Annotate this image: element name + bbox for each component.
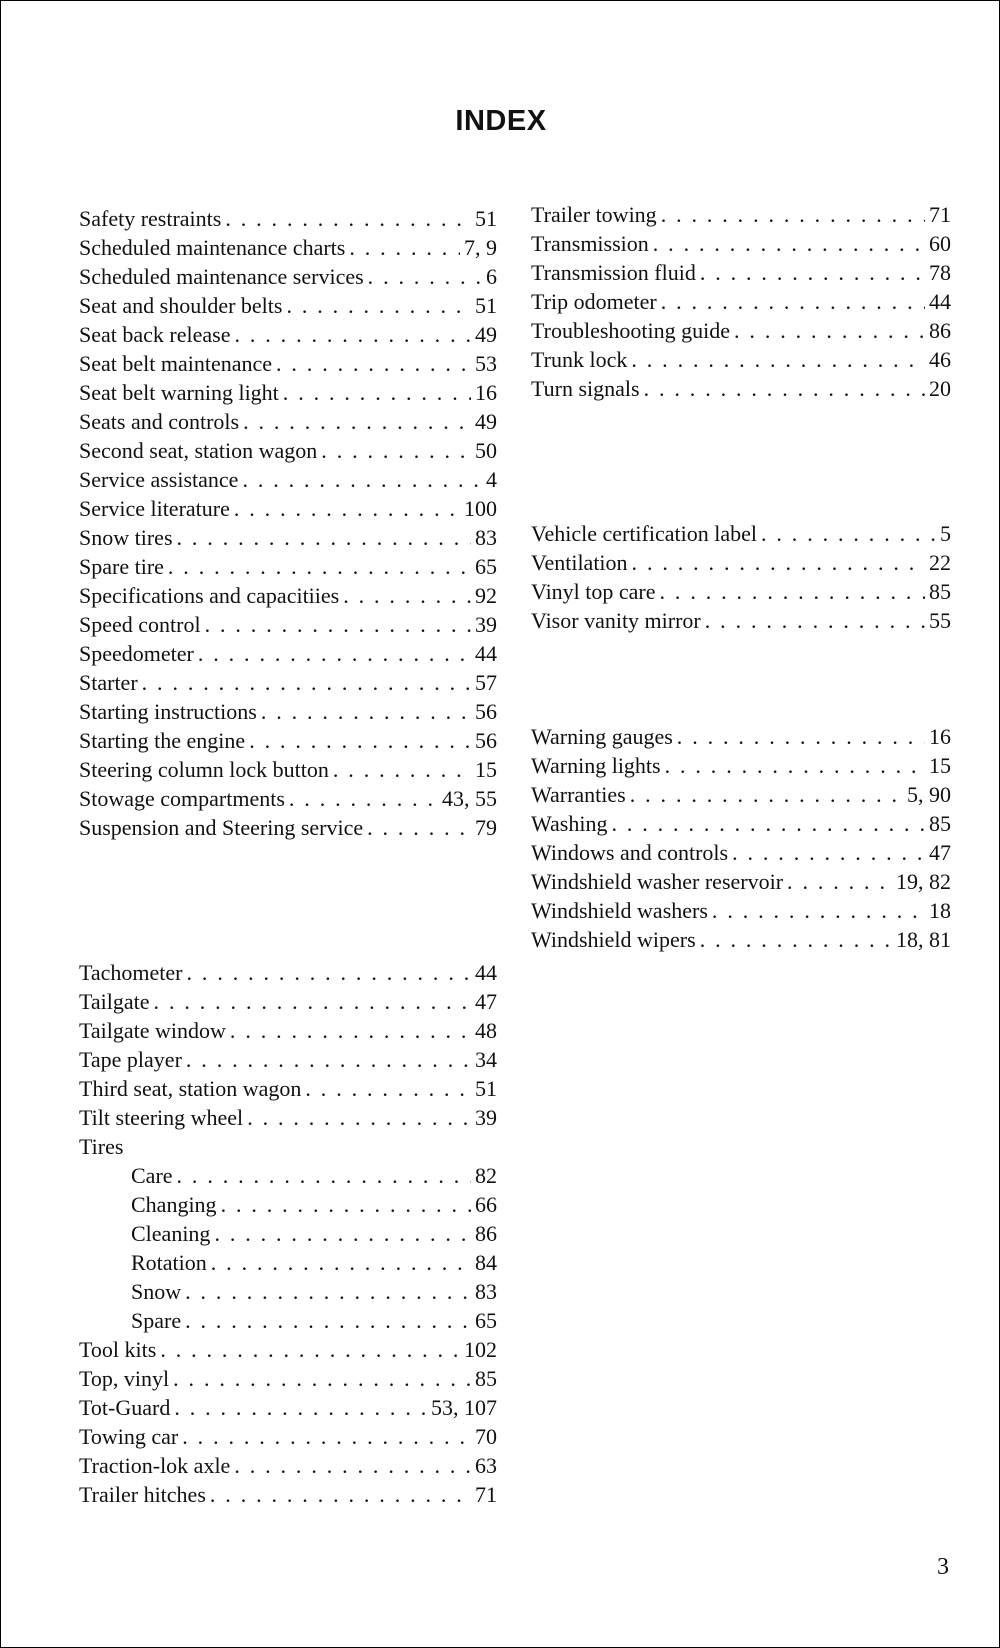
index-entry [531,519,951,548]
index-page-ref: 56 [475,728,497,753]
index-entry [531,751,951,780]
index-entry [79,784,497,813]
index-entry [79,1480,497,1509]
index-page-ref: 84 [475,1250,497,1275]
index-term: Tool kits [79,1337,157,1362]
index-page-ref: 22 [929,550,951,575]
index-term: Transmission fluid [531,260,696,285]
dot-leader [761,519,936,548]
index-term: Washing [531,811,608,836]
index-page-ref: 53 [475,351,497,376]
index-page-ref: 20 [929,376,951,401]
index-subentry [79,1219,497,1248]
index-page-ref: 51 [475,206,497,231]
section-gap [531,432,951,461]
index-page-ref: 44 [475,641,497,666]
dot-leader [214,1219,471,1248]
index-entry [79,610,497,639]
index-page-ref: 85 [929,811,951,836]
index-term: Seat belt warning light [79,380,279,405]
index-page-ref: 44 [929,289,951,314]
index-page-ref: 83 [475,525,497,550]
index-term: Cleaning [131,1221,211,1246]
index-term: Spare [131,1308,182,1333]
index-entry [531,200,951,229]
index-entry [79,581,497,610]
index-term: Suspension and Steering service [79,815,364,840]
index-entry [79,1335,497,1364]
index-subentry [79,1306,497,1335]
index-entry [531,316,951,345]
dot-leader [234,320,471,349]
index-entry [531,258,951,287]
index-term: Tot-Guard [79,1395,171,1420]
index-page-ref: 71 [929,202,951,227]
index-term: Seat belt maintenance [79,351,273,376]
index-entry [79,1422,497,1451]
dot-leader [700,925,892,954]
index-page-ref: 39 [475,612,497,637]
dot-leader [644,374,925,403]
index-entry [79,755,497,784]
index-term: Windshield washer reservoir [531,869,784,894]
dot-leader [367,813,471,842]
dot-leader [242,465,482,494]
index-page-ref: 6 [486,264,497,289]
index-entry [531,606,951,635]
dot-leader [305,1074,471,1103]
index-entry [79,523,497,552]
index-page-ref: 51 [475,1076,497,1101]
index-term: Windshield wipers [531,927,696,952]
index-term: Tailgate window [79,1018,226,1043]
index-page-ref: 49 [475,409,497,434]
index-term: Snow tires [79,525,173,550]
index-entry [79,726,497,755]
index-entry [531,345,951,374]
index-entry [79,1451,497,1480]
dot-leader [210,1480,471,1509]
index-term: Snow [131,1279,182,1304]
index-entry [79,494,497,523]
index-entry [79,233,497,262]
dot-leader [343,581,471,610]
dot-leader [787,867,892,896]
index-page-ref: 71 [475,1482,497,1507]
index-entry [79,465,497,494]
index-entry [531,548,951,577]
index-page-ref: 55 [929,608,951,633]
index-page-ref: 5, 90 [907,782,951,807]
dot-leader [700,258,925,287]
dot-leader [173,1364,471,1393]
page-number: 3 [937,1554,949,1580]
dot-leader [283,378,471,407]
index-subentry [79,1161,497,1190]
dot-leader [276,349,471,378]
index-page-ref: 51 [475,293,497,318]
index-page-ref: 50 [475,438,497,463]
index-page-ref: 49 [475,322,497,347]
index-term: Rotation [131,1250,207,1275]
dot-leader [630,780,903,809]
index-page-ref: 100 [464,496,497,521]
index-term: Trailer hitches [79,1482,206,1507]
dot-leader [321,436,471,465]
index-heading [79,1132,497,1161]
index-page-ref: 18, 81 [896,927,951,952]
index-term: Tape player [79,1047,182,1072]
dot-leader [186,1045,471,1074]
dot-leader [247,1103,471,1132]
index-page-ref: 39 [475,1105,497,1130]
index-term: Trunk lock [531,347,628,372]
index-entry [79,1393,497,1422]
dot-leader [187,958,471,987]
index-page-ref: 82 [475,1163,497,1188]
index-entry [531,780,951,809]
index-page-ref: 85 [929,579,951,604]
section-gap [531,490,951,519]
section-gap [79,871,497,900]
index-page-ref: 15 [475,757,497,782]
section-gap [79,929,497,958]
dot-leader [230,1016,471,1045]
dot-leader [632,548,925,577]
index-term: Seat back release [79,322,231,347]
index-term: Specifications and capacitiies [79,583,340,608]
index-term: Scheduled maintenance services [79,264,364,289]
index-entry [531,867,951,896]
index-term: Starting the engine [79,728,246,753]
index-term: Seat and shoulder belts [79,293,283,318]
index-page-ref: 18 [929,898,951,923]
index-term: Seats and controls [79,409,240,434]
index-page-ref: 92 [475,583,497,608]
index-term: Ventilation [531,550,628,575]
index-term: Tires [79,1134,124,1159]
index-term: Care [131,1163,173,1188]
index-page-ref: 86 [929,318,951,343]
dot-leader [349,233,460,262]
index-page-ref: 86 [475,1221,497,1246]
index-page-ref: 16 [929,724,951,749]
index-page-ref: 102 [464,1337,497,1362]
index-entry [79,262,497,291]
index-page-ref: 47 [929,840,951,865]
index-page-ref: 66 [475,1192,497,1217]
index-page-ref: 4 [486,467,497,492]
index-entry [79,1016,497,1045]
dot-leader [333,755,471,784]
section-gap [531,635,951,664]
dot-leader [249,726,471,755]
dot-leader [243,407,471,436]
index-entry [79,1103,497,1132]
dot-leader [368,262,482,291]
dot-leader [185,1277,471,1306]
index-entry [79,668,497,697]
index-page-ref: 48 [475,1018,497,1043]
dot-leader [661,200,925,229]
page-title: INDEX [455,105,547,137]
index-term: Trailer towing [531,202,657,227]
index-entry [79,958,497,987]
index-page-ref: 79 [475,815,497,840]
index-entry [79,697,497,726]
dot-leader [225,204,471,233]
dot-leader [205,610,471,639]
section-gap [531,693,951,722]
section-gap [79,842,497,871]
index-column-right [531,200,951,954]
index-term: Safety restraints [79,206,222,231]
index-entry [79,320,497,349]
index-term: Warning gauges [531,724,673,749]
dot-leader [289,784,438,813]
index-page-ref: 70 [475,1424,497,1449]
dot-leader [631,345,925,374]
index-term: Trip odometer [531,289,657,314]
index-page-ref: 47 [475,989,497,1014]
index-entry [531,925,951,954]
dot-leader [177,523,472,552]
index-page-ref: 56 [475,699,497,724]
dot-leader [160,1335,460,1364]
dot-leader [185,1306,471,1335]
dot-leader [211,1248,471,1277]
index-entry [531,229,951,258]
dot-leader [168,552,471,581]
index-page-ref: 85 [475,1366,497,1391]
index-page-ref: 43, 55 [442,786,497,811]
index-page-ref: 65 [475,554,497,579]
index-entry [79,204,497,233]
index-entry [531,809,951,838]
index-page-ref: 53, 107 [431,1395,497,1420]
section-gap [531,461,951,490]
section-gap [531,403,951,432]
index-term: Starter [79,670,138,695]
dot-leader [182,1422,471,1451]
index-page-ref: 83 [475,1279,497,1304]
index-term: Towing car [79,1424,179,1449]
index-term: Warning lights [531,753,661,778]
dot-leader [261,697,471,726]
index-term: Speedometer [79,641,194,666]
index-term: Spare tire [79,554,164,579]
index-entry [531,577,951,606]
index-entry [531,287,951,316]
section-gap [531,664,951,693]
index-term: Speed control [79,612,201,637]
index-entry [79,813,497,842]
index-entry [79,1074,497,1103]
index-entry [79,1045,497,1074]
index-page-ref: 16 [475,380,497,405]
index-term: Stowage compartments [79,786,285,811]
index-term: Troubleshooting guide [531,318,731,343]
index-subentry [79,1190,497,1219]
dot-leader [660,577,925,606]
index-entry [79,552,497,581]
index-page-ref: 57 [475,670,497,695]
dot-leader [705,606,925,635]
index-entry [531,374,951,403]
dot-leader [142,668,471,697]
index-page-ref: 7, 9 [464,235,497,260]
index-term: Top, vinyl [79,1366,170,1391]
index-page-ref: 44 [475,960,497,985]
index-term: Second seat, station wagon [79,438,318,463]
index-entry [79,407,497,436]
dot-leader [677,722,925,751]
index-term: Transmission [531,231,649,256]
index-page-ref: 46 [929,347,951,372]
index-page-ref: 63 [475,1453,497,1478]
index-term: Visor vanity mirror [531,608,701,633]
index-term: Third seat, station wagon [79,1076,302,1101]
index-term: Vehicle certification label [531,521,757,546]
index-term: Warranties [531,782,626,807]
dot-leader [665,751,925,780]
index-term: Scheduled maintenance charts [79,235,346,260]
dot-leader [732,838,925,867]
dot-leader [611,809,925,838]
dot-leader [734,316,925,345]
index-term: Traction-lok axle [79,1453,231,1478]
index-entry [79,987,497,1016]
index-entry [79,639,497,668]
index-term: Service literature [79,496,230,521]
index-page-ref: 60 [929,231,951,256]
index-term: Vinyl top care [531,579,656,604]
section-gap [79,900,497,929]
dot-leader [198,639,471,668]
index-page-ref: 34 [475,1047,497,1072]
index-term: Turn signals [531,376,640,401]
index-entry [531,896,951,925]
index-term: Starting instructions [79,699,257,724]
dot-leader [234,1451,471,1480]
index-page-ref: 5 [940,521,951,546]
index-column-left [79,204,497,1509]
index-entry [79,349,497,378]
index-term: Windshield washers [531,898,708,923]
index-entry [531,722,951,751]
index-subentry [79,1248,497,1277]
dot-leader [653,229,925,258]
dot-leader [286,291,471,320]
index-entry [531,838,951,867]
dot-leader [174,1393,427,1422]
index-entry [79,291,497,320]
index-term: Tilt steering wheel [79,1105,244,1130]
index-term: Tailgate [79,989,150,1014]
dot-leader [221,1190,471,1219]
index-term: Tachometer [79,960,183,985]
index-term: Changing [131,1192,217,1217]
dot-leader [234,494,460,523]
index-entry [79,378,497,407]
index-term: Windows and controls [531,840,729,865]
index-term: Service assistance [79,467,239,492]
index-page-ref: 78 [929,260,951,285]
dot-leader [661,287,925,316]
index-subentry [79,1277,497,1306]
dot-leader [177,1161,471,1190]
index-entry [79,1364,497,1393]
index-entry [79,436,497,465]
dot-leader [712,896,925,925]
dot-leader [154,987,471,1016]
index-term: Steering column lock button [79,757,329,782]
index-page-ref: 15 [929,753,951,778]
index-page-ref: 65 [475,1308,497,1333]
index-page-ref: 19, 82 [896,869,951,894]
